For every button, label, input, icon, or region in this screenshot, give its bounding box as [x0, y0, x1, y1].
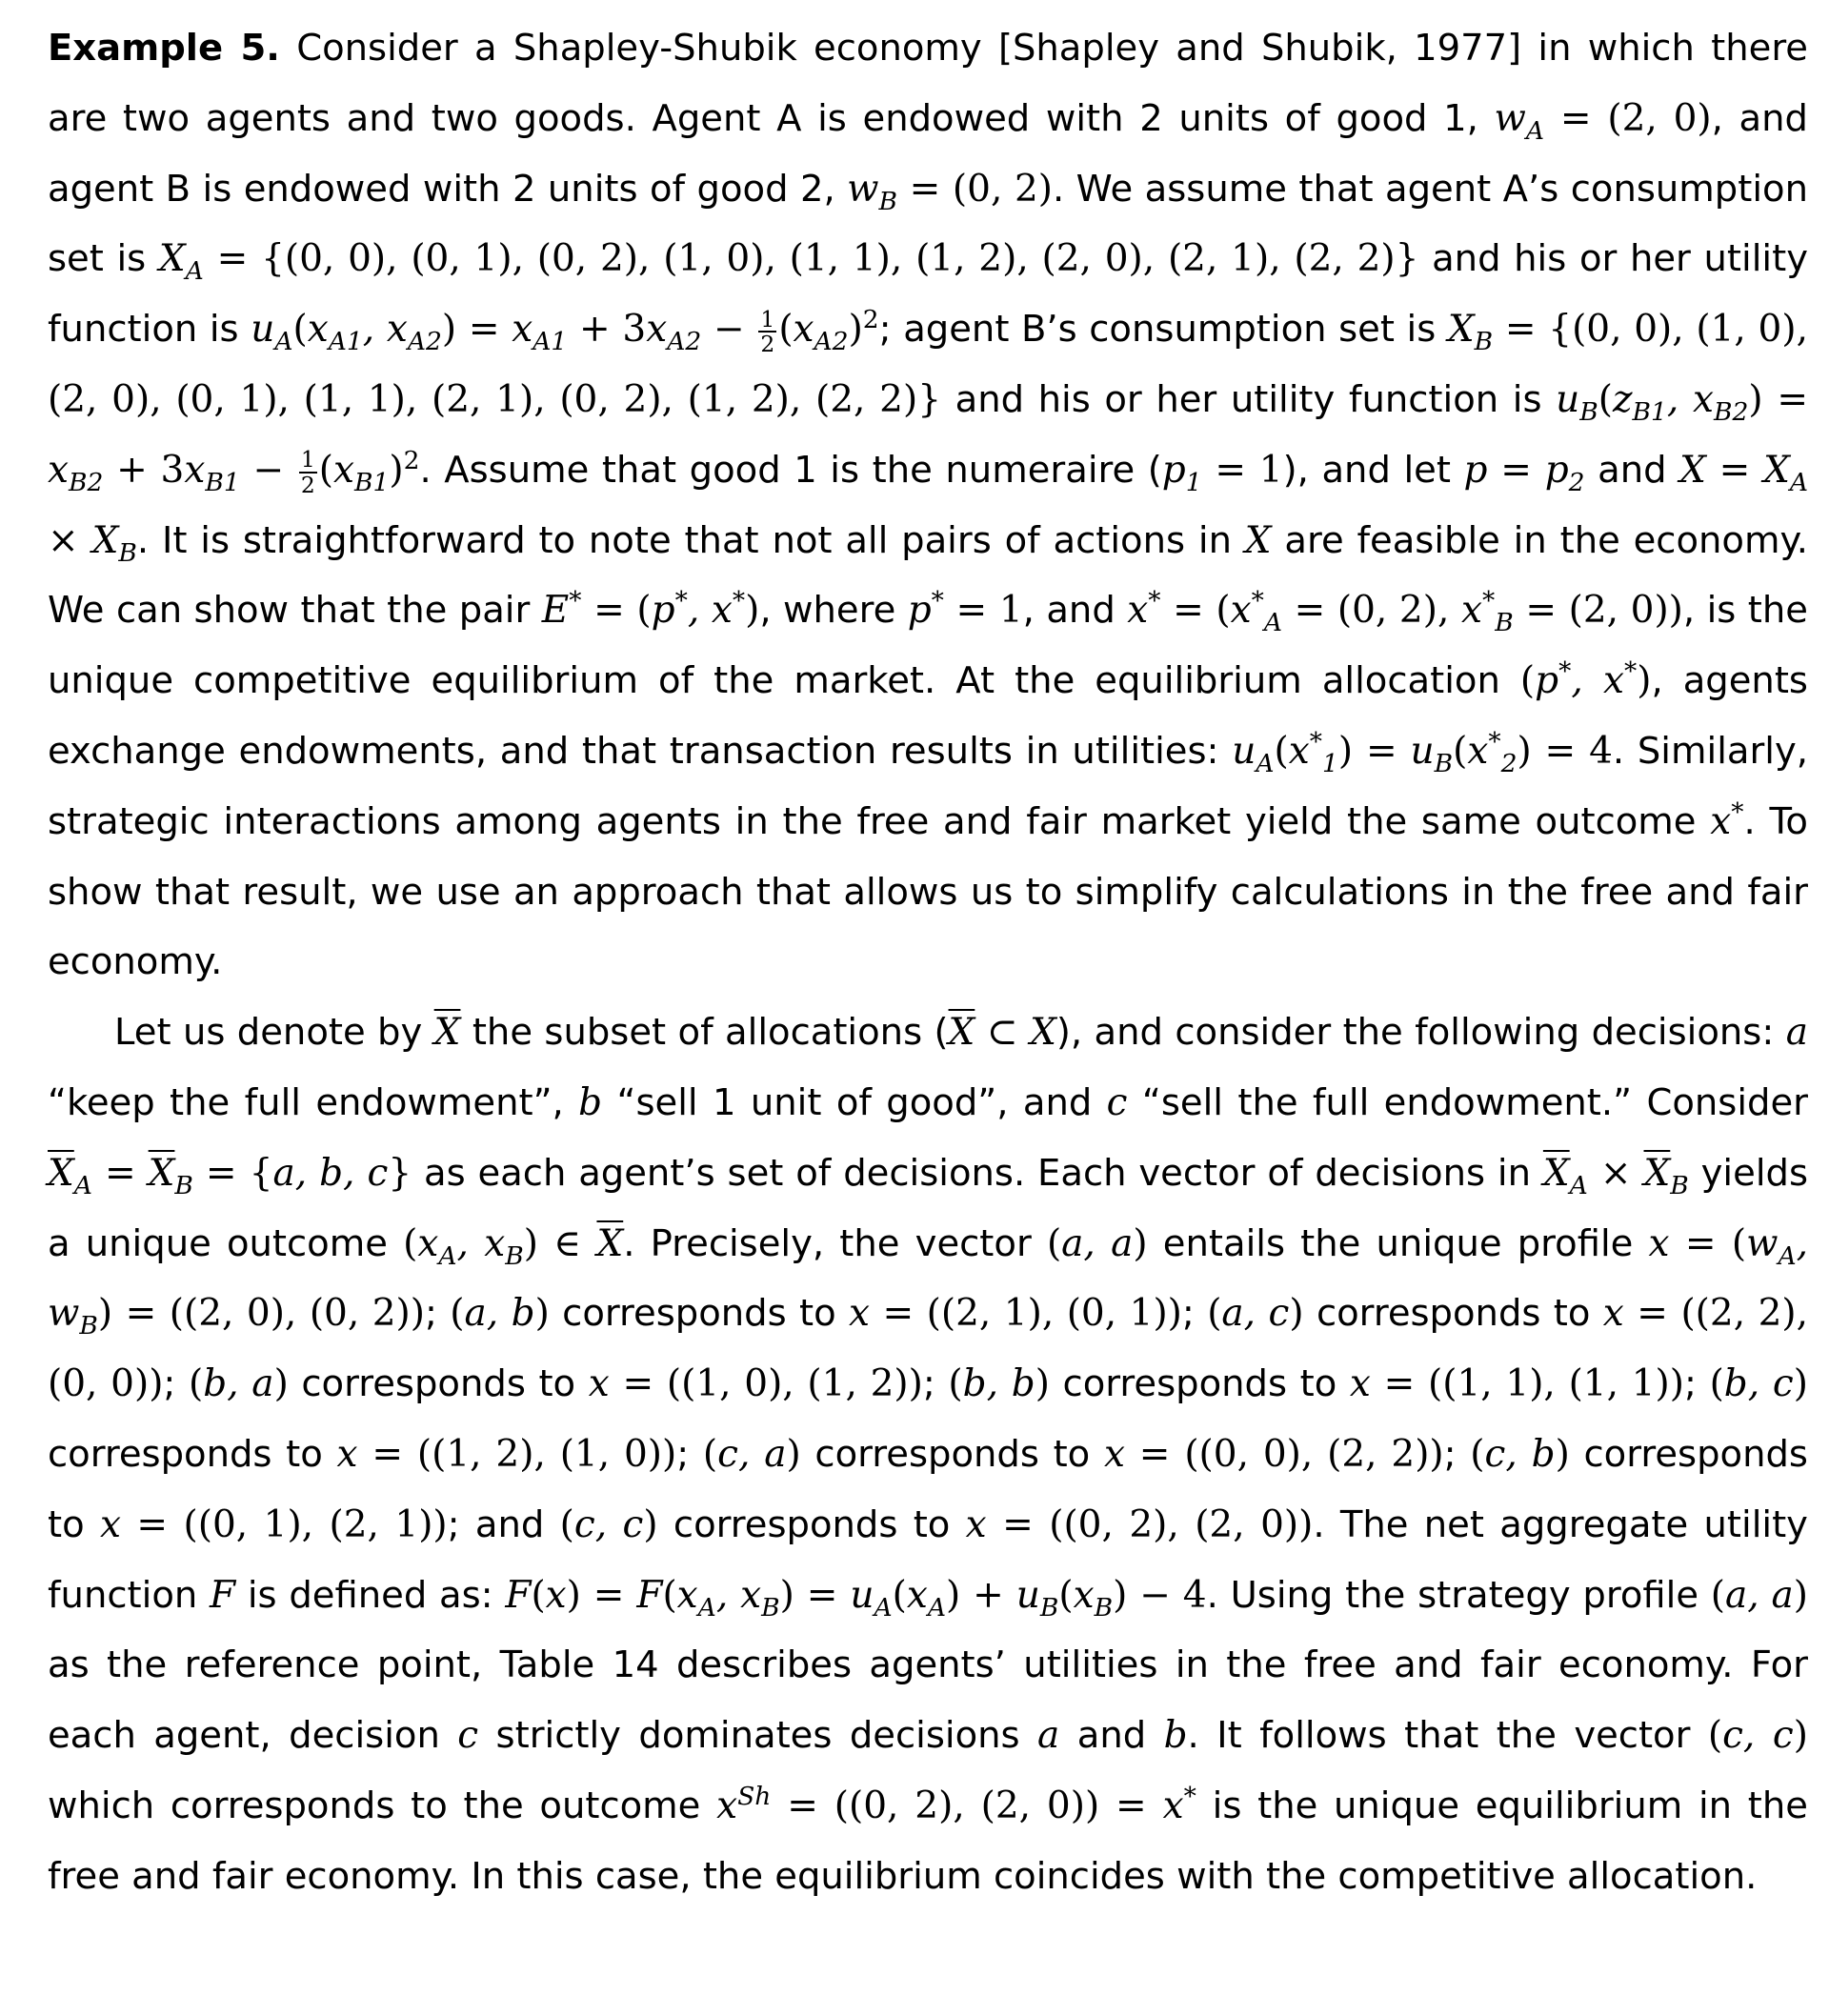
paragraph-example-5 [48, 13, 1808, 998]
math-expression: $\overline{X}$ [433, 1011, 461, 1055]
text-run: ), and let [1282, 448, 1464, 492]
math-expression: (b, c) [1709, 1362, 1808, 1406]
math-expression: b [1163, 1714, 1188, 1758]
math-expression: x = ((2, 2), (0, 0)) [48, 1292, 1809, 1406]
math-expression: $x^* = (x^*_A = (0$, 2), $x^*_B = (2$, 0)) [1127, 586, 1683, 638]
paragraph-decisions [48, 998, 1808, 1911]
text-run: entails the unique profile [1147, 1221, 1649, 1265]
math-expression: x = ((2, 1), (0, 1)) [849, 1292, 1182, 1336]
math-expression: (c, a) [702, 1432, 801, 1476]
text-run: corresponds to [48, 1432, 1808, 1546]
text-run: ; [1443, 1432, 1471, 1476]
text-run: ; and [447, 1502, 560, 1546]
math-expression: (a, a) [1710, 1573, 1809, 1617]
math-expression: $p_1 = 1$ [1161, 448, 1283, 497]
text-run: “keep the full endowment”, [48, 1080, 579, 1124]
math-expression: x = ((1, 2), (1, 0)) [336, 1432, 677, 1476]
math-expression: E* = (p*, x*) [541, 586, 760, 633]
math-expression: $u_B(z_{B1}$, $x_{B2}) = x_{B2} + 3x_{B1}$ − $\frac{1}{2}$ $(x_{B1})^2$ [48, 377, 1808, 498]
math-expression: (b, b) [948, 1362, 1050, 1406]
math-expression: (a, b) [450, 1292, 550, 1336]
text-run: ; agent B’s consumption set is [878, 308, 1448, 352]
text-run: corresponds to [1303, 1292, 1603, 1336]
math-expression: $\overline{X}$ ⊂ X [948, 1011, 1056, 1055]
text-run: corresponds to [1049, 1362, 1350, 1406]
math-expression: $u_A(x^*_1) = u_B(x^*_2) = 4$ [1232, 726, 1613, 778]
math-expression: $u_A(x_{A1}$, $x_{A2}) = x_{A1} + 3x_{A2}$ − $\frac{1}{2}$ $(x_{A2})^2$ [251, 305, 879, 358]
text-run: , and [1022, 589, 1128, 633]
math-expression: $F(x) = F(x_A$, $x_B) = u_A(x_A) + u_B(x_B) - 4$ [505, 1573, 1207, 1623]
math-expression: $X = X_A \times X_B$ [48, 448, 1808, 568]
text-run: the subset of allocations ( [460, 1011, 949, 1055]
math-expression: $p = p_2$ [1463, 448, 1585, 497]
text-run: ; [1684, 1362, 1710, 1406]
text-run: . To show that result, we use an approach that allows us to simplify calculations in the free and fair economy. [48, 799, 1808, 984]
text-run: corresponds to [800, 1432, 1104, 1476]
math-expression: x = ((1, 1), (1, 1)) [1349, 1362, 1684, 1406]
math-expression: $X_B = \{(0$, 0), (1, 0), (2, 0), (0, 1), (1, 1), (2, 1), (0, 2), (1, 2), (2, 2)} [48, 308, 1808, 421]
math-expression: $w_B = (0$, 2) [847, 167, 1053, 216]
text-run: , where [759, 589, 908, 633]
example-label: Example 5. [48, 27, 280, 70]
math-expression: a [1037, 1714, 1060, 1758]
text-run: . Precisely, the vector [623, 1221, 1047, 1265]
text-run: , agents exchange endowments, and that transaction results in utilities: [48, 659, 1808, 773]
math-expression: F [210, 1573, 236, 1617]
text-run: strictly dominates decisions [478, 1714, 1038, 1758]
math-expression: x = ((0, 2), (2, 0)) [965, 1502, 1314, 1546]
text-run: and [1584, 448, 1680, 492]
text-run: . Assume that good 1 is the numeraire ( [419, 448, 1162, 492]
math-expression: c [457, 1714, 479, 1758]
math-expression: x = ((0, 0), (2, 2)) [1103, 1432, 1444, 1476]
math-expression: (p*, x*) [1519, 656, 1652, 703]
math-expression: a [1785, 1011, 1808, 1055]
text-run: yields a unique outcome [48, 1151, 1809, 1265]
text-run: . It follows that the vector [1187, 1714, 1708, 1758]
math-expression: (a, c) [1207, 1292, 1304, 1336]
text-run: ; [424, 1292, 451, 1336]
text-run: ; [922, 1362, 949, 1406]
math-expression: $x = (w_A$, $w_B) = ((2$, 0), (0, 2)) [48, 1221, 1809, 1341]
text-run: , is the unique competitive equilibrium of the market. At the equilibrium allocation [48, 589, 1808, 703]
text-run: and his or her utility function is [941, 377, 1557, 421]
text-run: . The net aggregate utility function [48, 1502, 1808, 1617]
math-expression: (a, a) [1046, 1221, 1148, 1265]
text-run: as the reference point, Table 14 describes agents’ utilities in the free and fair economy. For each agent, decision [48, 1643, 1808, 1758]
math-expression: p* = 1 [907, 586, 1023, 633]
text-run: . It is straightforward to note that not all pairs of actions in [136, 518, 1245, 562]
math-expression: b [578, 1080, 603, 1124]
text-run: is defined as: [235, 1573, 506, 1617]
math-expression: (c, b) [1470, 1432, 1570, 1476]
math-expression: $x^{Sh} = ((0$, 2), (2, 0)) = x* [716, 1781, 1196, 1827]
math-expression: (b, a) [188, 1362, 289, 1406]
math-expression: c [1106, 1080, 1128, 1124]
text-run: . Similarly, strategic interactions among agents in the free and fair market yield the same outcome [48, 729, 1809, 843]
text-run: Consider a Shapley-Shubik economy [Shapley and Shubik, 1977] in which there are two agents and two goods. Agent A is endowed with 2 units of good 1, [48, 27, 1808, 140]
text-run: , and agent B is endowed with 2 units of good 2, [48, 96, 1808, 211]
math-expression: X [1244, 518, 1272, 562]
text-run: ; [163, 1362, 189, 1406]
text-run: Let us denote by [114, 1011, 434, 1055]
text-run: and [1059, 1714, 1164, 1758]
text-run: is the unique equilibrium in the free and fair economy. In this case, the equilibrium coincides with the competitive allocation. [48, 1784, 1808, 1898]
text-run: corresponds to [288, 1362, 589, 1406]
math-expression: ($x_A$, $x_B$) ∈ $\overline{X}$ [403, 1221, 624, 1271]
math-expression: $\overline{X}_A = \overline{X}_B = \{a$, b, c} [48, 1151, 412, 1200]
text-run: corresponds to [549, 1292, 849, 1336]
text-run: . Using the strategy profile [1206, 1573, 1711, 1617]
math-expression: $X_A = \{(0$, 0), (0, 1), (0, 2), (1, 0), (1, 1), (1, 2), (2, 0), (2, 1), (2, 2)} [158, 237, 1419, 287]
math-expression: x* [1710, 796, 1744, 843]
math-expression: $w_A = (2$, 0) [1494, 96, 1712, 146]
math-expression: x = ((0, 1), (2, 1)) [99, 1502, 448, 1546]
text-run: ; [676, 1432, 703, 1476]
text-run: “sell 1 unit of good”, and [602, 1080, 1107, 1124]
text-run: are feasible in the economy. We can show that the pair [48, 518, 1808, 633]
text-run: ; [1181, 1292, 1208, 1336]
document-body [48, 13, 1808, 1912]
text-run: and his or her utility function is [48, 237, 1808, 352]
text-run: ), and consider the following decisions: [1055, 1011, 1786, 1055]
math-expression: x = ((1, 0), (1, 2)) [588, 1362, 923, 1406]
math-expression: (c, c) [1707, 1714, 1808, 1758]
math-expression: $\overline{X}_A \times \overline{X}_B$ [1542, 1151, 1689, 1200]
math-expression: (c, c) [559, 1502, 658, 1546]
text-run: as each agent’s set of decisions. Each vector of decisions in [412, 1151, 1543, 1195]
text-run: . We assume that agent A’s consumption set is [48, 167, 1808, 281]
text-run: corresponds to [48, 1432, 337, 1476]
text-run: corresponds to [657, 1502, 966, 1546]
text-run: “sell the full endowment.” Consider [1127, 1080, 1808, 1124]
text-run: which corresponds to the outcome [48, 1784, 717, 1827]
